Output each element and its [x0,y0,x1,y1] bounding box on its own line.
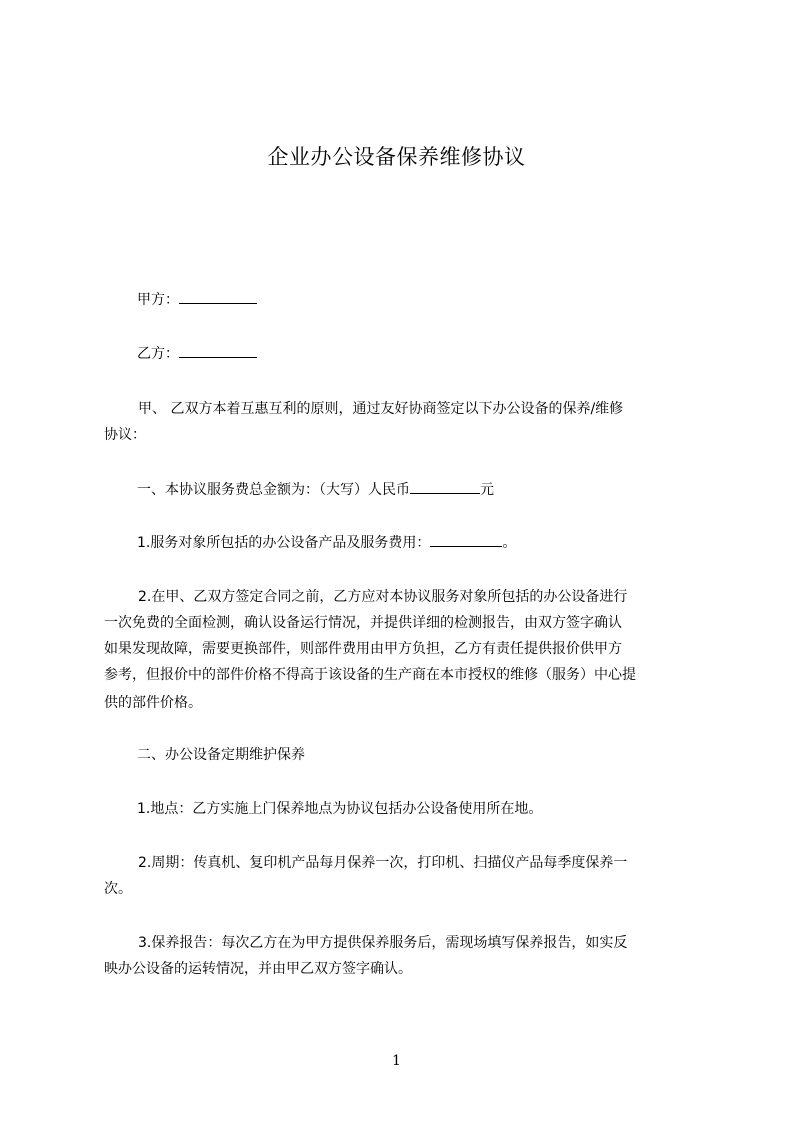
item-2-2-line-1: 2.周期：传真机、复印机产品每月保养一次，打印机、扫描仪产品每季度保养一 [138,855,628,871]
section-2-heading: 二、办公设备定期维护保养 [137,747,305,763]
party-a-label: 甲方： [137,292,179,308]
item-1-2-line-3: 如果发现故障，需要更换部件，则部件费用由甲方负担，乙方有责任提供报价供甲方 [104,641,622,657]
intro-line-1: 甲、 乙双方本着互惠互利的原则，通过友好协商签定以下办公设备的保养/维修 [138,401,624,417]
party-b-line [137,339,257,369]
party-a-blank [179,289,257,304]
party-b-label: 乙方： [137,346,179,362]
item-2-3-line-1: 3.保养报告：每次乙方在为甲方提供保养服务后，需现场填写保养报告，如实反 [138,935,628,951]
item-1-1-text: 1.服务对象所包括的办公设备产品及服务费用： [137,535,431,551]
item-1-2-line-2: 一次免费的全面检测，确认设备运行情况，并提供详细的检测报告，由双方签字确认 [104,615,622,631]
amount-blank [410,479,480,494]
item-1-2-line-1: 2.在甲、乙双方签定合同之前，乙方应对本协议服务对象所包括的办公设备进行 [138,589,628,605]
document-title: 企业办公设备保养维修协议 [267,145,526,169]
section-1-heading-suffix: 元 [480,482,494,498]
item-1-2-line-5: 供的部件价格。 [104,695,202,711]
party-a-line [137,285,257,315]
item-1-2-line-4: 参考，但报价中的部件价格不得高于该设备的生产商在本市授权的维修（服务）中心提 [104,667,636,683]
intro-line-2: 协议： [104,427,146,443]
party-b-blank [179,343,257,358]
section-1-heading-text: 一、本协议服务费总金额为：（大写）人民币 [137,482,410,498]
item-2-1: 1.地点：乙方实施上门保养地点为协议包括办公设备使用所在地。 [137,801,543,817]
section-1-heading [137,475,494,505]
item-1-1 [137,528,516,558]
item-2-3-line-2: 映办公设备的运转情况，并由甲乙双方签字确认。 [104,961,412,977]
item-2-2-line-2: 次。 [104,881,132,897]
fee-blank [430,532,502,547]
item-1-1-suffix: 。 [502,535,517,551]
page-number: 1 [392,1053,401,1069]
